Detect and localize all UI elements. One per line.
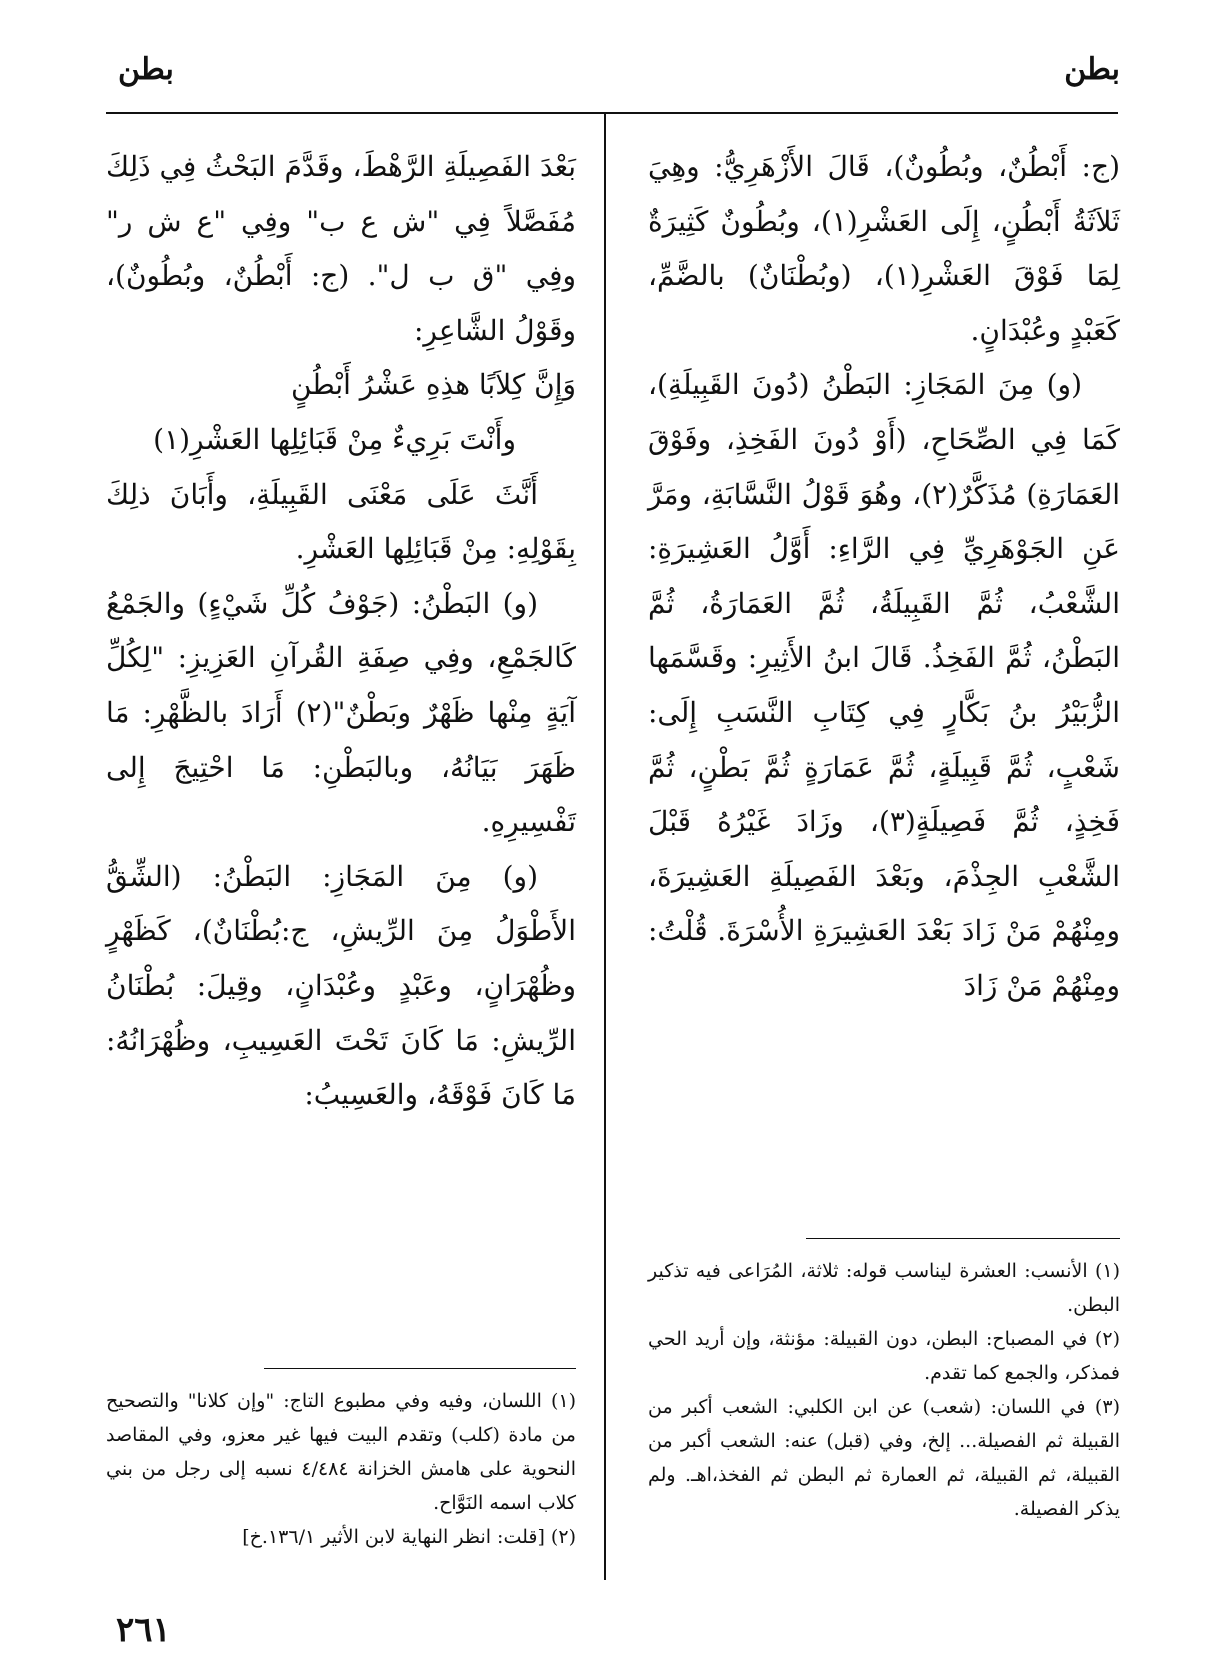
left-footnotes (106, 1384, 576, 1554)
verse-line-1: وَإِنَّ كِلاَبًا هذِهِ عَشْرُ أَبْطُنٍ (291, 368, 576, 402)
left-paragraph-2: أَنَّثَ عَلَى مَعْنَى القَبِيلَةِ، وأَبَانَ ذلِكَ بِقَوْلِهِ: مِنْ قَبَائِلِها العَشْرِ. (106, 477, 576, 566)
left-footnote-2: (٢) [قلت: انظر النهاية لابن الأثير ١٣٦/١.خ] (242, 1526, 576, 1548)
right-footnote-2: (٢) في المصباح: البطن، دون القبيلة: مؤنثة، وإن أريد الحي فمذكر، والجمع كما تقدم. (648, 1328, 1120, 1384)
right-paragraph-2: (و) مِنَ المَجَازِ: البَطْنُ (دُونَ القَبِيلَةِ)، كَمَا فِي الصِّحَاحِ، (أَوْ دُونَ الفَخِذِ، وفَوْقَ العَمَارَةِ) مُذَكَّرٌ(٢)، وهُوَ قَوْلُ النَّسَّابَةِ، ومَرَّ عَنِ الجَوْهَرِيِّ فِي الرَّاءِ: أَوَّلُ العَشِيرَةِ: الشَّعْبُ، ثُمَّ القَبِيلَةُ، ثُمَّ العَمَارَةُ، ثُمَّ البَطْنُ، ثُمَّ الفَخِذُ. قَالَ ابنُ الأَثِيرِ: وقَسَّمَها الزُّبَيْرُ بنُ بَكَّارٍ فِي كِتَابِ النَّسَبِ إِلَى: شَعْبٍ، ثُمَّ قَبِيلَةٍ، ثُمَّ عَمَارَةٍ ثُمَّ بَطْنٍ، ثُمَّ فَخِذٍ، ثُمَّ فَصِيلَةٍ(٣)، وزَادَ غَيْرُهُ قَبْلَ الشَّعْبِ الجِذْمَ، وبَعْدَ الفَصِيلَةِ العَشِيرَةَ، ومِنْهُمْ مَنْ زَادَ بَعْدَ العَشِيرَةِ الأُسْرَةَ. قُلْتُ: ومِنْهُمْ مَنْ زَادَ (648, 368, 1121, 1002)
right-footnote-1: (١) الأنسب: العشرة ليناسب قوله: ثلاثة، المُرَاعى فيه تذكير البطن. (648, 1260, 1120, 1316)
header-rule (106, 112, 1118, 114)
left-footnote-separator (264, 1368, 576, 1369)
verse-line-2: وأَنْتَ بَرِيءٌ مِنْ قَبَائِلِها العَشْرِ(١) (153, 422, 516, 456)
left-column (106, 140, 576, 1123)
page-number: ٢٦١ (116, 1610, 171, 1650)
right-footnote-3: (٣) في اللسان: (شعب) عن ابن الكلبي: الشعب أكبر من القبيلة ثم الفصيلة... إلخ، وفي (قبل) عنه: الشعب أكبر من القبيلة، ثم القبيلة، ثم العمارة ثم البطن ثم الفخذ،اهـ. ولم يذكر الفصيلة. (648, 1396, 1120, 1520)
left-paragraph-3: (و) البَطْنُ: (جَوْفُ كُلِّ شَيْءٍ) والجَمْعُ كَالجَمْعِ، وفِي صِفَةِ القُرآنِ العَزِيزِ: "لِكُلِّ آيَةٍ مِنْها ظَهْرٌ وبَطْنٌ"(٢) أَرَادَ بالظَّهْرِ: مَا ظَهَرَ بَيَانُهُ، وبالبَطْنِ: مَا احْتِيجَ إِلى تَفْسِيرِهِ. (106, 586, 576, 839)
right-paragraph-1: (ج: أَبْطُنٌ، وبُطُونٌ)، قَالَ الأَزْهَرِيُّ: وهِيَ ثَلاَثَةُ أَبْطُنٍ، إِلَى العَشْرِ(١)، وبُطُونٌ كَثِيرَةٌ لِمَا فَوْقَ العَشْرِ(١)، (وبُطْنَانٌ) بالضَّمِّ، كَعَبْدٍ وعُبْدَانٍ. (648, 150, 1121, 347)
column-divider (604, 114, 606, 1580)
right-footnote-separator (806, 1238, 1120, 1239)
left-footnote-1: (١) اللسان، وفيه وفي مطبوع التاج: "وإن كلانا" والتصحيح من مادة (كلب) وتقدم البيت فيها غير معزو، وفي المقاصد النحوية على هامش الخزانة ٤/٤٨٤ نسبه إلى رجل من بني كلاب اسمه النَوَّاح. (106, 1390, 576, 1514)
left-paragraph-4: (و) مِنَ المَجَازِ: البَطْنُ: (الشِّقُّ الأَطْوَلُ مِنَ الرِّيشِ، ج:بُطْنَانٌ)، كَظَهْرٍ وظُهْرَانٍ، وعَبْدٍ وعُبْدَانٍ، وقِيلَ: بُطْنَانُ الرِّيشِ: مَا كَانَ تَحْتَ العَسِيبِ، وظُهْرَانُهُ: مَا كَانَ فَوْقَهُ، والعَسِيبُ: (106, 859, 576, 1112)
right-footnotes (648, 1254, 1120, 1526)
header-word-left: بطن (118, 52, 174, 87)
right-column (648, 140, 1120, 1014)
left-paragraph-1: بَعْدَ الفَصِيلَةِ الرَّهْطَ، وقَدَّمَ البَحْثُ فِي ذَلِكَ مُفَصَّلاً فِي "ش ع ب" وفِي "ع ش ر" وفِي "ق ب ل". (ج: أَبْطُنٌ، وبُطُونٌ)، وقَوْلُ الشَّاعِرِ: (106, 150, 576, 347)
header-word-right: بطن (1064, 52, 1120, 87)
